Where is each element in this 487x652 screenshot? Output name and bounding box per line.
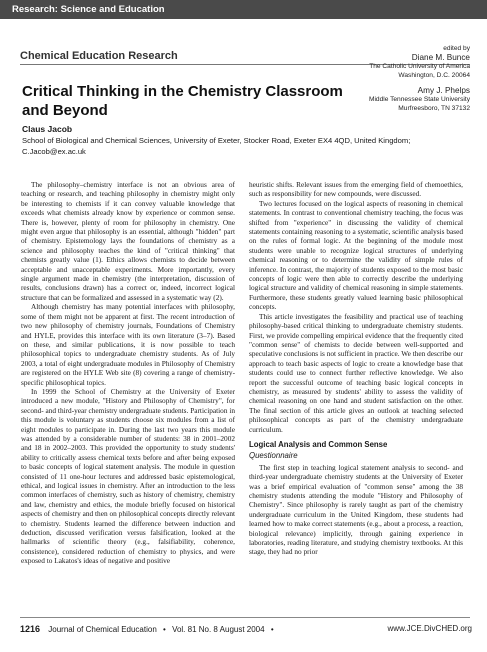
paragraph: Although chemistry has many potential interfaces with philosophy, some of them might not be apparent at first. The recent introduction of two new philosophy of chemistry journals, Foundations of Chemistry and HYLE, provides this interface with its own literature (3–7). Based on these, and similar publications, it is now possible to teach philosophical topics to undergraduate chemistry students. As of July 2003, a total of eight undergraduate modules in Philosophy of Chemistry are registered on the HYLE Web site (8) covering a range of chemistry-specific philosophical topics. [21,302,235,387]
footer-separator-dot: • [163,625,166,634]
edited-by-label: edited by [443,45,470,52]
paragraph: The first step in teaching logical statement analysis to second- and third-year undergraduate chemistry students at the University of Exeter was a brief empirical evaluation of "common sense" among the 38 chemistry students attending the module "History and Philosophy of Chemistry". Since philosophy is rarely taught as part of the chemistry undergraduate curriculum in the United Kingdom, these students had learned how to make correct statements (e.g., about a process, a reaction, biological relevance) implicitly, through gaining experience in laboratories, reading literature, and studying chemistry textbooks. At this stage, they had no prior [249,462,463,557]
footer-rule [20,617,470,618]
author-affiliation: School of Biological and Chemical Sciences, University of Exeter, Stocker Road, Exeter EX4 4QD, United Kingdom; C.Jacob@ex.ac.uk [22,136,411,156]
right-column [249,180,463,557]
author-name: Claus Jacob [22,124,73,134]
editors-block [369,44,470,113]
paragraph-continuation: heuristic shifts. Relevant issues from the emerging field of chemoethics, such as responsibility for new compounds, were discussed. [249,180,463,199]
section-heading: Chemical Education Research [20,50,178,62]
editor2-city: Murfreesboro, TN 37132 [398,105,470,112]
editor1-name: Diane M. Bunce [411,53,470,62]
footer-separator-dot: • [270,625,274,634]
editor2-name: Amy J. Phelps [417,86,470,95]
page-footer [20,622,472,636]
paragraph: In 1999 the School of Chemistry at the University of Exeter introduced a new module, "History and Philosophy of Chemistry", for second- and third-year chemistry undergraduate students. Participation in this module is voluntary as students choose six modules from a list of eight modules to participate in. During the last two years this module was attended by a considerable number of students: 38 in 2001–2002 and 18 in 2002–2003. This provided the opportunity to study students' ability to critically assess chemical texts before and after being exposed to basic concepts of logical statement analysis. The module in question consisted of 11 one-hour lectures and addressed basic epistemological, ethical, and logical issues in chemistry. After an introduction to the less common interfaces of chemistry, such as history of chemistry, chemistry and law, chemistry and ethics, the module briefly focused on historical aspects of chemistry and then on philosophical concepts directly relevant to chemistry. Students learned the difference between induction and deduction, discussed verification versus falsification, looked at the hallmarks of scientific theory (e.g., falsifiability, coherence, consistence), considered reduction of chemistry to physics, and were exposed to Lakatos's ideas of negative and positive [21,386,235,566]
subsection-title: Questionnaire [249,451,298,461]
page-number: 1216 [20,624,41,634]
left-column [21,180,235,566]
paragraph: Two lectures focused on the logical aspects of reasoning in chemical statements. In contrast to conventional chemistry teaching, the focus was shifted from "experience" in discussing the validity of chemical statements containing reasoning to a systematic, scientific analysis based on the rules of formal logic. At the beginning of the module most students were unable to recognize logical structures of underlying chemical reasoning or to determine the validity of simple rules of inference. In contrast, the majority of students exposed to the most basic concepts of logic were then able to correctly describe the underlying logical structure and validity of chemical reasoning in simple statements. Furthermore, these students greatly valued learning basic philosophical concepts. [249,198,463,312]
paragraph: This article investigates the feasibility and practical use of teaching philosophy-based critical thinking to undergraduate chemistry students. First, we provide compelling empirical evidence that the frequently cited "common sense" of chemists to decide between well-supported and speculative conclusions is not sufficient in practice. We then describe our approach to teach basic aspects of logic to create a knowledge base that students could use to connect further reflective knowledge. We also report the successful outcome of teaching basic logical concepts in chemistry, as measured by students' ability to assess the validity of chemical reasoning on one hand and student satisfaction on the other. The final section of this article gives an outlook at teaching selected philosophical concepts as part of the chemistry undergraduate curriculum. [249,311,463,434]
journal-url[interactable]: www.JCE.DivCHED.org [387,624,472,633]
section-title: Logical Analysis and Common Sense [249,439,388,449]
editor2-affiliation: Middle Tennessee State University [368,96,470,103]
editor1-affiliation: The Catholic University of America [369,63,470,70]
paragraph: The philosophy–chemistry interface is not an obvious area of teaching or research, and teaching philosophy in chemistry might only be interesting to chemists if it can convey valuable knowledge that exceeds what chemists already know by experience or common sense. There is, however, plenty of room for philosophy in chemistry. One might even argue that philosophy is an essential, although "hidden" part of chemistry. Epistemology lays the foundations of chemistry as a science and philosophy teaches the kind of "critical thinking" that chemists greatly value (1). Ethics allows chemists to decide between acceptable and unacceptable experiments. More importantly, every single argument made in chemistry (the interpretation, discussion of results, conclusions drawn) has a correct or, indeed, incorrect logical structure that can be formalized and assessed in a systematic way (2). [21,180,235,302]
article-title: Critical Thinking in the Chemistry Classroom and Beyond [22,83,343,119]
editor1-city: Washington, D.C. 20064 [398,72,470,79]
journal-name: Journal of Chemical Education [48,625,157,634]
section-banner: Research: Science and Education [0,0,487,19]
volume-info: Vol. 81 No. 8 August 2004 [172,625,265,634]
